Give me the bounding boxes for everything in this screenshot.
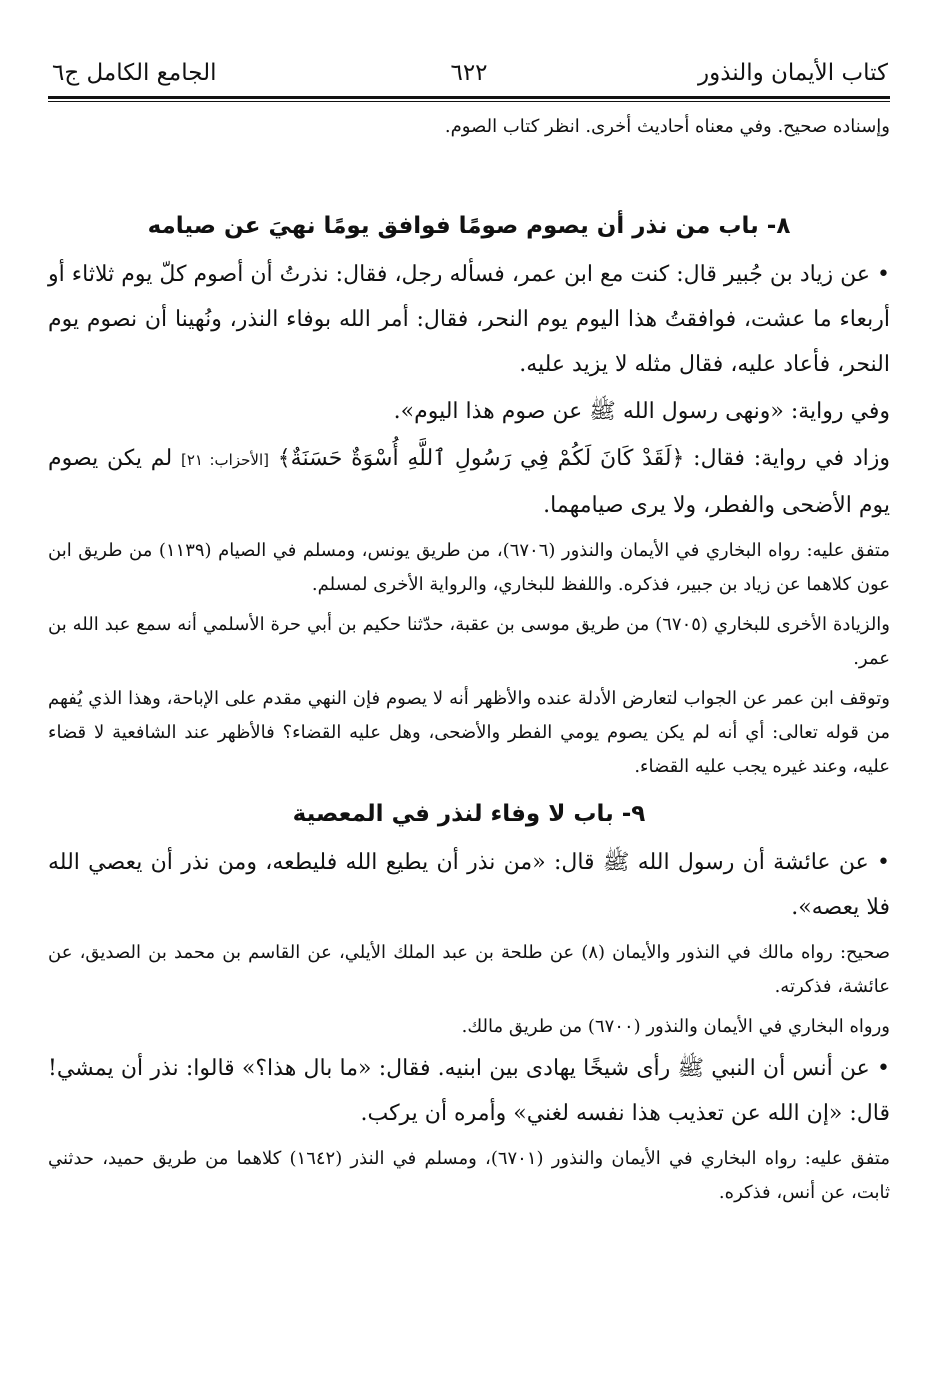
section-9-note-3: متفق عليه: رواه البخاري في الأيمان والنذور (٦٧٠١)، ومسلم في النذر (١٦٤٢) كلاهما من طريق حميد، حدثني ثابت، عن أنس، فذكره. <box>48 1148 890 1203</box>
section-8-heading: ٨- باب من نذر أن يصوم صومًا فوافق يومًا نهيَ عن صيامه <box>147 213 791 239</box>
section-9-note-2: ورواه البخاري في الأيمان والنذور (٦٧٠٠) من طريق مالك. <box>461 1016 890 1037</box>
page-header <box>48 52 890 92</box>
section-8-narration-2 <box>48 436 890 528</box>
section-8-note-1: متفق عليه: رواه البخاري في الأيمان والنذور (٦٧٠٦)، من طريق يونس، ومسلم في الصيام (١١٣٩) من طريق ابن عون كلاهما عن زياد بن جبير، فذكره. واللفظ للبخاري، والرواية الأخرى لمسلم. <box>48 540 890 595</box>
section-8-note-3: وتوقف ابن عمر عن الجواب لتعارض الأدلة عنده والأظهر أنه لا يصوم فإن النهي مقدم على الإباحة، وهذا الذي يُفهم من قوله تعالى: أي أنه لم يكن يصوم يومي الفطر والأضحى، وهل عليه القضاء؟ فالأظهر عند الشافعية لا قضاء عليه، وعند غيره يجب عليه القضاء. <box>48 688 890 777</box>
series-title: الجامع الكامل ج٦ <box>52 60 217 86</box>
document-page <box>48 52 890 1335</box>
section-8-narration-1: وفي رواية: «ونهى رسول الله ﷺ عن صوم هذا اليوم». <box>393 399 890 424</box>
section-9-heading: ٩- باب لا وفاء لنذر في المعصية <box>292 801 646 827</box>
page-number: ٦٢٢ <box>450 60 488 86</box>
section-8-note-2: والزيادة الأخرى للبخاري (٦٧٠٥) من طريق موسى بن عقبة، حدّثنا حكيم بن أبي حرة الأسلمي أنه سمع عبد الله بن عمر. <box>48 614 890 669</box>
section-9-hadith-2: • عن أنس أن النبي ﷺ رأى شيخًا يهادى بين ابنيه. فقال: «ما بال هذا؟» قالوا: نذر أن يمشي! قال: «إن الله عن تعذيب هذا نفسه لغني» وأمره أن يركب. <box>48 1056 890 1126</box>
header-rule-thick <box>48 96 890 99</box>
section-9-hadith-1: • عن عائشة أن رسول الله ﷺ قال: «من نذر أن يطيع الله فليطعه، ومن نذر أن يعصي الله فلا يعصه». <box>48 850 890 920</box>
narration-2-verse: وزاد في رواية: فقال: ﴿لَقَدْ كَانَ لَكُمْ فِي رَسُولِ ٱللَّهِ أُسْوَةٌ حَسَنَةٌ﴾ <box>277 446 890 471</box>
top-note: وإسناده صحيح. وفي معناه أحاديث أخرى. انظر كتاب الصوم. <box>444 116 890 137</box>
section-8-hadith: • عن زياد بن جُبير قال: كنت مع ابن عمر، فسأله رجل، فقال: نذرتُ أن أصوم كلّ يوم ثلاثاء أو أربعاء ما عشت، فوافقتُ هذا اليوم يوم النحر، فقال: أمر الله بوفاء النذر، ونُهينا أن نصوم يوم النحر، فأعاد عليه، فقال مثله لا يزيد عليه. <box>48 262 890 377</box>
header-rule-thin <box>48 101 890 102</box>
narration-2-rest: لم يكن يصوم يوم الأضحى والفطر، ولا يرى صيامهما. <box>48 446 890 518</box>
quran-reference: [الأحزاب: ٢١] <box>180 451 269 469</box>
section-9-note-1: صحيح: رواه مالك في النذور والأيمان (٨) عن طلحة بن عبد الملك الأيلي، عن القاسم بن محمد بن الصديق، عن عائشة، فذكرته. <box>48 942 890 997</box>
book-title: كتاب الأيمان والنذور <box>697 60 888 86</box>
